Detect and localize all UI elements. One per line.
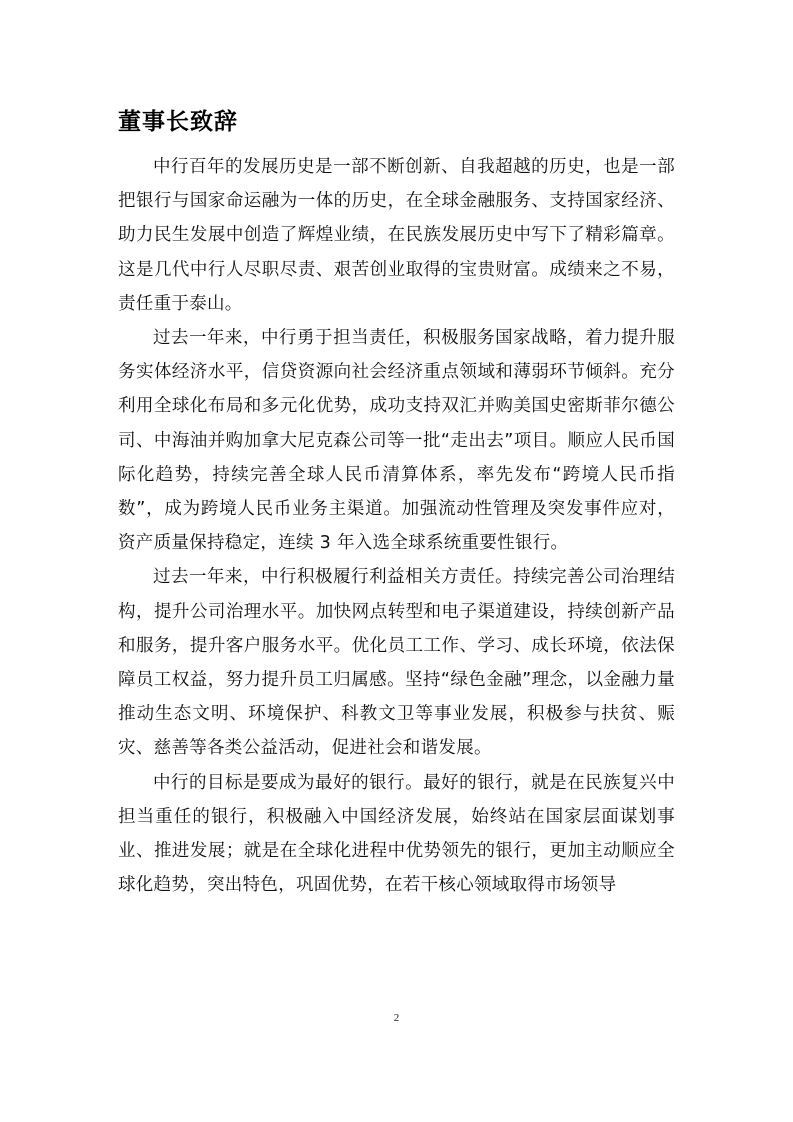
paragraph-4: 中行的目标是要成为最好的银行。最好的银行，就是在民族复兴中担当重任的银行，积极融入中国经济发展，始终站在国家层面谋划事业、推进发展；就是在全球化进程中优势领先的银行，更加主动顺应全球化趋势，突出特色，巩固优势，在若干核心领域取得市场领导 bbox=[118, 772, 675, 896]
paragraph-2: 过去一年来，中行勇于担当责任，积极服务国家战略，着力提升服务实体经济水平，信贷资源向社会经济重点领域和薄弱环节倾斜。充分利用全球化布局和多元化优势，成功支持双汇并购美国史密斯菲尔德公司、中海油并购加拿大尼克森公司等一批“走出去”项目。顺应人民币国际化趋势，持续完善全球人民币清算体系，率先发布“跨境人民币指数”，成为跨境人民币业务主渠道。加强流动性管理及突发事件应对，资产质量保持稳定，连续 3 年入选全球系统重要性银行。 bbox=[118, 328, 675, 554]
paragraph-1: 中行百年的发展历史是一部不断创新、自我超越的历史，也是一部把银行与国家命运融为一体的历史，在全球金融服务、支持国家经济、助力民生发展中创造了辉煌业绩，在民族发展历史中写下了精彩篇章。这是几代中行人尽职尽责、艰苦创业取得的宝贵财富。成绩来之不易，责任重于泰山。 bbox=[118, 157, 675, 314]
paragraph-3: 过去一年来，中行积极履行利益相关方责任。持续完善公司治理结构，提升公司治理水平。加快网点转型和电子渠道建设，持续创新产品和服务，提升客户服务水平。优化员工工作、学习、成长环境，依法保障员工权益，努力提升员工归属感。坚持“绿色金融”理念，以金融力量推动生态文明、环境保护、科教文卫等事业发展，积极参与扶贫、赈灾、慈善等各类公益活动，促进社会和谐发展。 bbox=[118, 567, 675, 759]
page-number: 2 bbox=[393, 1012, 400, 1024]
body-text bbox=[118, 150, 675, 902]
section-heading: 董事长致辞 bbox=[118, 109, 238, 135]
